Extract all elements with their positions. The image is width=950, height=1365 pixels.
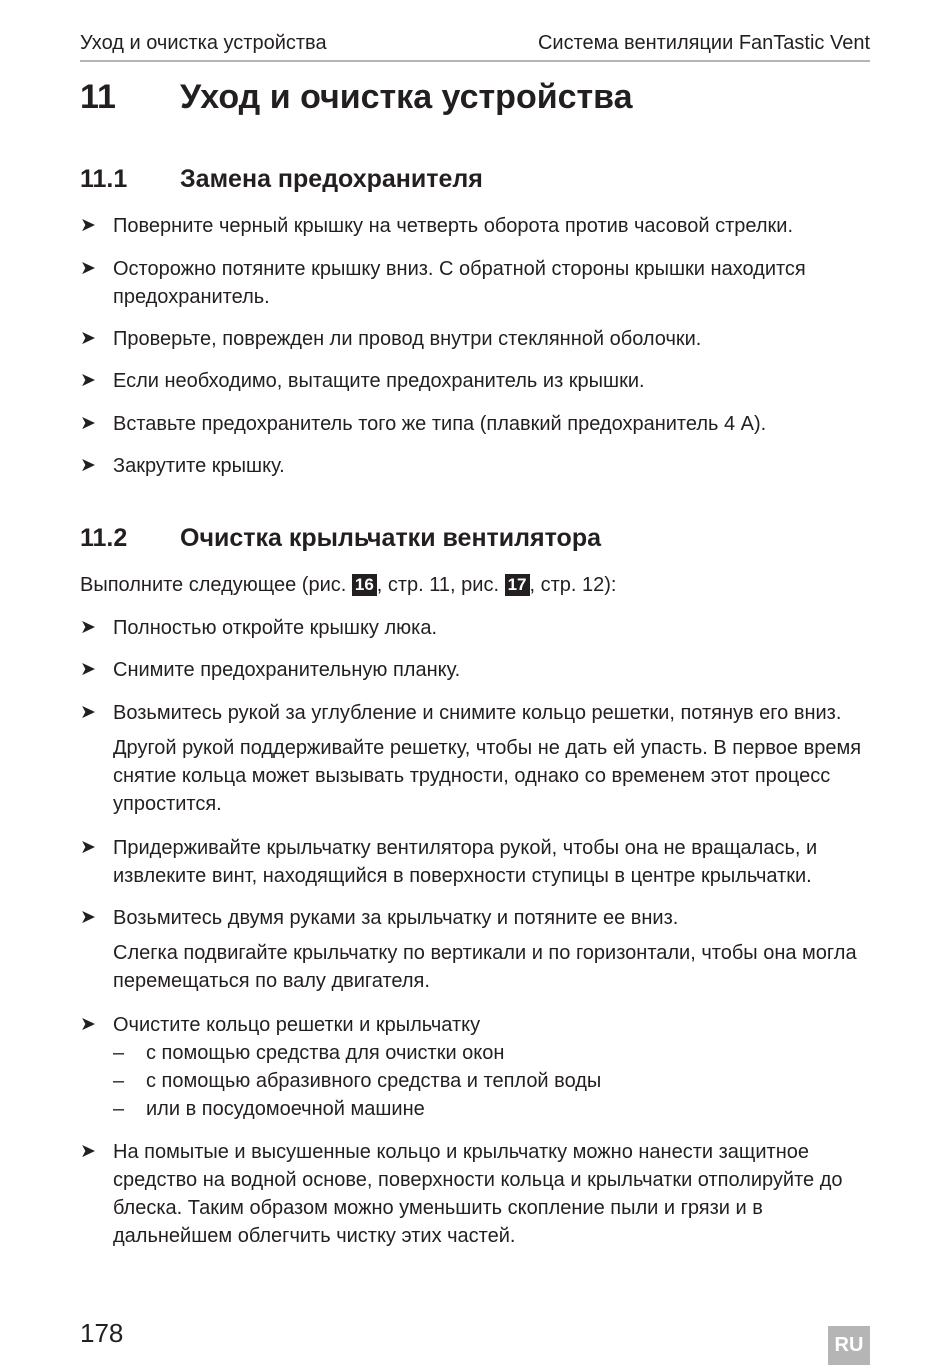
- bullet-arrow-icon: ➤: [80, 1014, 96, 1035]
- step-text: Закрутите крышку.: [113, 455, 285, 477]
- step-text: Придерживайте крыльчатку вентилятора рукой, чтобы она не вращалась, и извлеките винт, находящийся в поверхности ступицы в центре крыльчатки.: [113, 837, 818, 887]
- chapter-number: 11: [80, 78, 116, 116]
- step-text: Возьмитесь двумя руками за крыльчатку и потяните ее вниз.: [113, 907, 679, 929]
- section-number: 11.1: [80, 165, 128, 193]
- bullet-arrow-icon: ➤: [80, 837, 96, 858]
- step-text: Снимите предохранительную планку.: [113, 659, 461, 681]
- step-text: Возьмитесь рукой за углубление и снимите кольцо решетки, потянув его вниз.: [113, 702, 842, 724]
- step-note: Другой рукой поддерживайте решетку, чтобы не дать ей упасть. В первое время снятие кольца может вызывать трудности, однако со временем этот процесс упростится.: [113, 737, 862, 815]
- dash-marker: –: [113, 1098, 125, 1120]
- step-text: Вставьте предохранитель того же типа (плавкий предохранитель 4 A).: [113, 413, 767, 435]
- language-badge: RU: [828, 1326, 870, 1365]
- figure-reference-badge: 16: [352, 574, 377, 596]
- intro-text: Выполните следующее (рис.: [80, 574, 352, 596]
- step-text: Проверьте, поврежден ли провод внутри стеклянной оболочки.: [113, 328, 702, 350]
- intro-text: , стр. 12):: [529, 574, 617, 596]
- list-item: [80, 904, 880, 995]
- step-text: Осторожно потяните крышку вниз. С обратной стороны крышки находится предохранитель.: [113, 258, 806, 308]
- list-item: [80, 325, 880, 353]
- dash-item-text: с помощью средства для очистки окон: [146, 1042, 505, 1064]
- step-text: На помытые и высушенные кольцо и крыльчатку можно нанести защитное средство на водной основе, поверхности кольца и крыльчатки отполируйте до блеска. Таким образом можно уменьшить скопление пыли и грязи и в дальнейшем облегчить чистку этих частей.: [113, 1141, 843, 1247]
- bullet-arrow-icon: ➤: [80, 455, 96, 476]
- step-note: Слегка подвигайте крыльчатку по вертикали и по горизонтали, чтобы она могла перемещаться по валу двигателя.: [113, 942, 857, 992]
- list-item: [80, 410, 880, 438]
- list-item: [80, 212, 880, 240]
- list-item: [80, 1138, 880, 1250]
- step-text: Очистите кольцо решетки и крыльчатку: [113, 1014, 481, 1036]
- header-product-name: Система вентиляции FanTastic Vent: [537, 32, 870, 54]
- page-number: 178: [80, 1318, 124, 1348]
- list-item: [80, 1011, 880, 1123]
- list-item: [80, 255, 880, 311]
- step-text: Если необходимо, вытащите предохранитель из крышки.: [113, 370, 645, 392]
- intro-text: , стр. 11, рис.: [376, 574, 505, 596]
- list-item: [80, 452, 880, 480]
- bullet-arrow-icon: ➤: [80, 370, 96, 391]
- dash-marker: –: [113, 1042, 125, 1064]
- section-title: Очистка крыльчатки вентилятора: [180, 524, 601, 552]
- list-item: [80, 367, 880, 395]
- cleaning-options-list: [113, 1039, 880, 1123]
- step-text: Поверните черный крышку на четверть оборота против часовой стрелки.: [113, 215, 794, 237]
- bullet-arrow-icon: ➤: [80, 907, 96, 928]
- section-number: 11.2: [80, 524, 128, 552]
- running-header: [80, 30, 870, 62]
- chapter-title: Уход и очистка устройства: [180, 78, 633, 116]
- bullet-arrow-icon: ➤: [80, 328, 96, 349]
- step-text: Полностью откройте крышку люка.: [113, 617, 438, 639]
- list-item: [80, 656, 880, 684]
- figure-reference-badge: 17: [505, 574, 530, 596]
- section-title: Замена предохранителя: [180, 165, 483, 193]
- dash-item-text: с помощью абразивного средства и теплой воды: [146, 1070, 602, 1092]
- dash-marker: –: [113, 1070, 125, 1092]
- bullet-arrow-icon: ➤: [80, 413, 96, 434]
- dash-list-item: [113, 1039, 880, 1067]
- bullet-arrow-icon: ➤: [80, 215, 96, 236]
- bullet-arrow-icon: ➤: [80, 1141, 96, 1162]
- header-chapter-title: Уход и очистка устройства: [80, 32, 327, 54]
- bullet-arrow-icon: ➤: [80, 617, 96, 638]
- intro-paragraph: [80, 571, 880, 599]
- bullet-arrow-icon: ➤: [80, 659, 96, 680]
- dash-list-item: [113, 1067, 880, 1095]
- bullet-arrow-icon: ➤: [80, 702, 96, 723]
- list-item: [80, 614, 880, 642]
- list-item: [80, 834, 880, 890]
- dash-item-text: или в посудомоечной машине: [146, 1098, 425, 1120]
- dash-list-item: [113, 1095, 880, 1123]
- bullet-arrow-icon: ➤: [80, 258, 96, 279]
- list-item: [80, 699, 880, 818]
